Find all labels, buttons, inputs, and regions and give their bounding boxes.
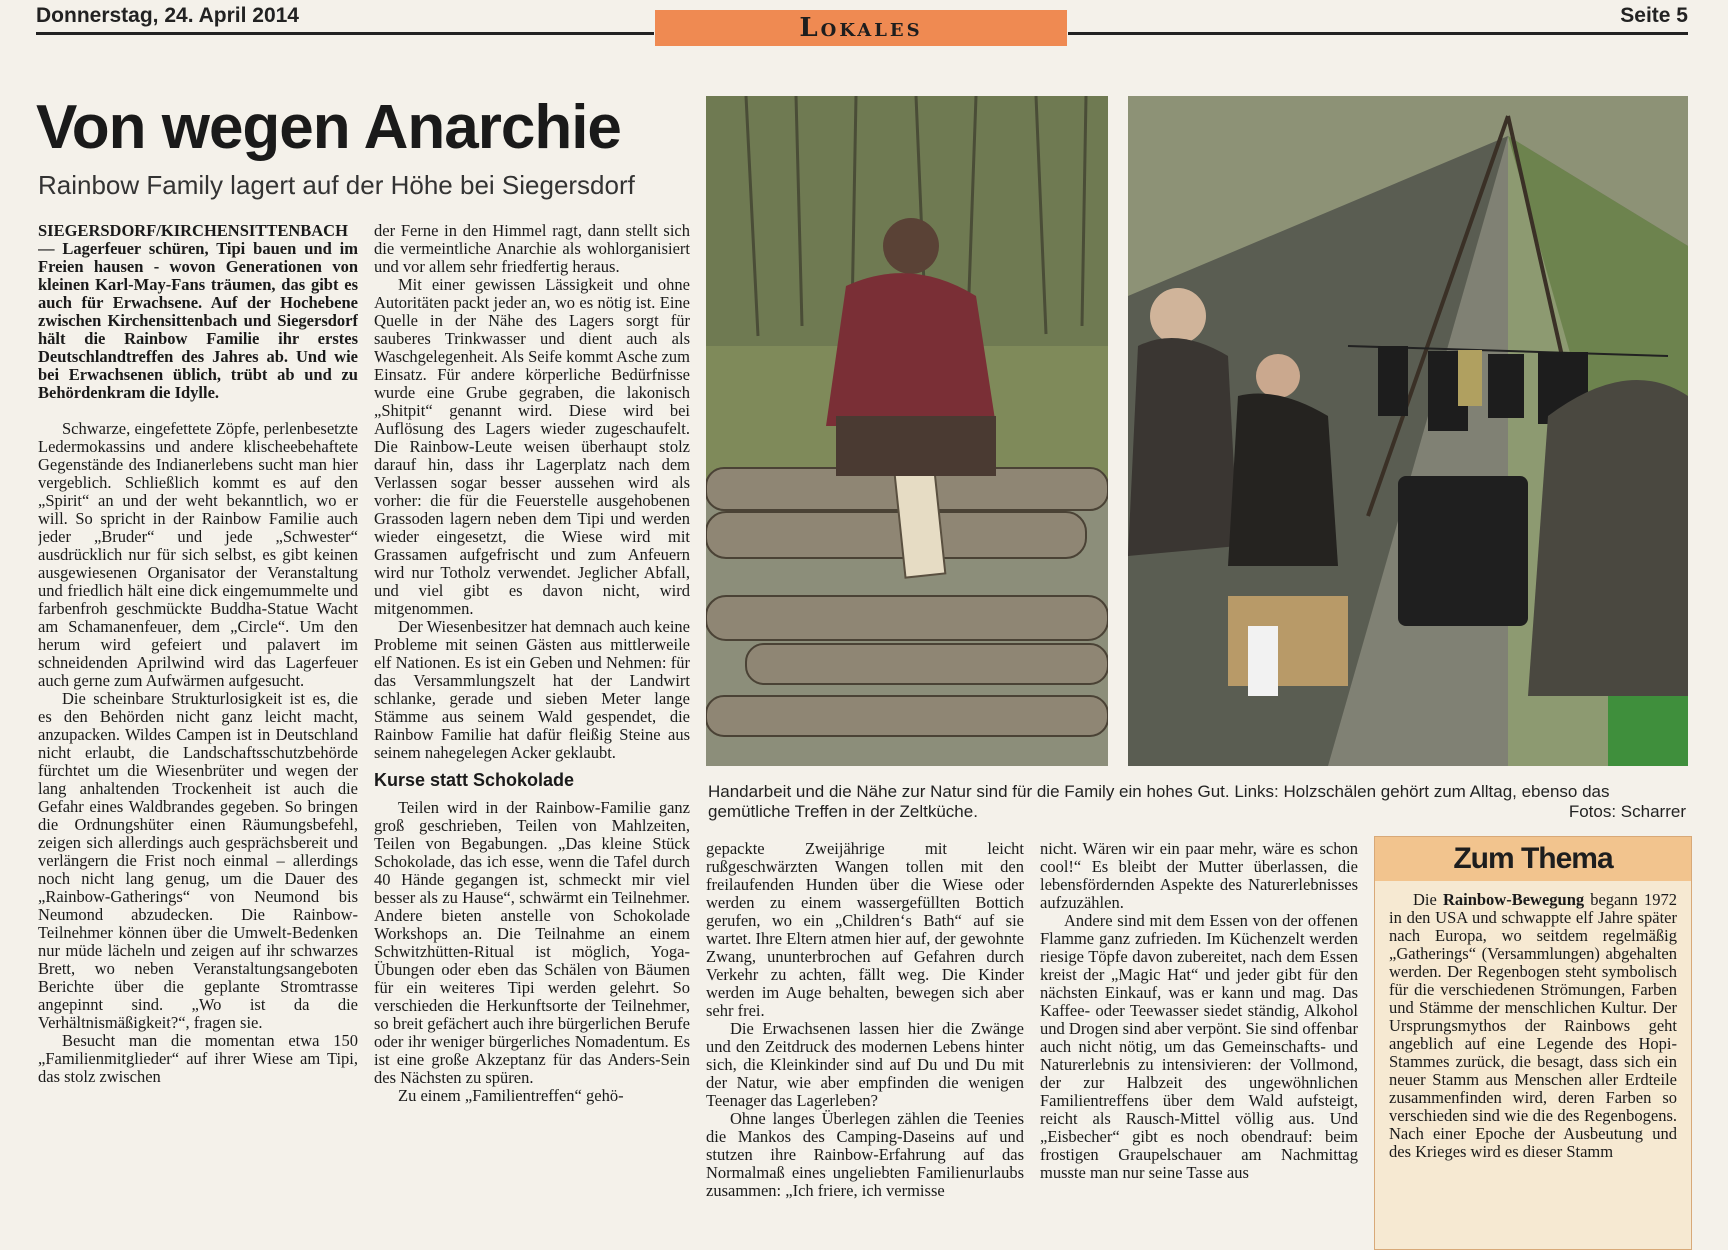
body-paragraph: der Ferne in den Himmel ragt, dann stellt sich die vermeintliche Anarchie als wohlorganisiert und vor allem sehr friedfertig heraus. [374,222,690,276]
sidebar-keyword: Rainbow-Bewegung [1442,890,1585,909]
body-paragraph: Der Wiesenbesitzer hat demnach auch keine Probleme mit seinen Gästen aus mittlerweile elf Nationen. Es ist ein Geben und Nehmen: für das Versammlungszelt hat der Landwirt schlanke, gerade und sieben Meter lange Stämme aus seinem Wald gespendet, die Rainbow Familie hat dafür fleißig Steine aus seinem nahegelegen Acker geklaubt. [374,617,690,762]
section-rubric [655,10,1067,46]
sidebar-title: Zum Thema [1375,837,1691,881]
photo-caption: Handarbeit und die Nähe zur Natur sind für die Family ein hohes Gut. Links: Holzschälen gehört zum Alltag, ebenso das gemütliche Treffen in der Zeltküche. [708,782,1610,821]
body-paragraph: Andere sind mit dem Essen von der offenen Flamme ganz zufrieden. Im Küchenzelt werden riesige Töpfe davon zubereitet, nach dem Essen kreist der „Magic Hat“ und jeder gibt für den nächsten Einkauf, was er kann und mag. Das Kaffee- oder Teewasser siedet ständig, Alkohol und Drogen sind aber verpönt. Sie sind offenbar auch nicht nötig, um das Gemeinschafts- und Naturerlebnis zu intensivieren: der Vollmond, der zur Halbzeit des ungewöhnlichen Familientreffens über dem Wald aufsteigt, reicht als Rausch-Mittel völlig aus. Und „Eisbecher“ gibt es noch obendrauf: beim frostigen Graupelschauer am Nachmittag musste man nur seine Tasse aus [1040,911,1358,1182]
body-paragraph: Die Erwachsenen lassen hier die Zwänge und den Zeitdruck des modernen Lebens hinter sich, die Kleinkinder sind auf Du und Du mit der Natur, wie aber empfinden die wenigen Teenager das Lagerleben? [706,1019,1024,1110]
sidebar-body [1375,881,1691,1161]
dateline: SIEGERSDORF/KIRCHENSITTENBACH — [38,222,348,258]
sidebar-text-start: Die [1413,890,1443,909]
article-column-4 [1040,840,1358,1248]
article-headline: Von wegen Anarchie [36,93,621,162]
sidebar-text: begann 1972 in den USA und schwappte elf Jahre später nach Europa, wo seitdem regelmäßig „Gatherings“ (Versammlungen) abgehalten werden. Der Regenbogen steht symbolisch für die verschiedenen Strömungen, Farben und Stämme der menschlichen Kultur. Der Ursprungsmythos der Rainbows geht angeblich auf eine Legende des Hopi-Stammes zurück, die besagt, dass sich ein neuer Stamm aus Menschen aller Erdteile zusammenfinden wird, deren Farben so verschieden sind wie die des Regenbogens. Nach einer Epoche der Ausbeutung und des Krieges wird es dieser Stamm [1389,890,1677,1161]
body-paragraph: Die scheinbare Strukturlosigkeit ist es, die es den Behörden nicht ganz leicht macht, anzupacken. Wildes Campen ist in Deutschland nicht erlaubt, die Landschaftsschutzbehörde fürchtet um die Wiesenbrüter und wegen der lang anhaltenden Trockenheit ist auch die Gefahr eines Waldbrandes gegeben. So bringen die Ordnungshüter einen Räumungsbefehl, zeigen sich allerdings auch gesprächsbereit und verlängern die Frist noch einmal – allerdings noch nicht lang genug, um die Dauer des „Rainbow-Gatherings“ von Neumond bis Neumond abzudecken. Die Rainbow-Teilnehmer können über die Umwelt-Bedenken nur müde lächeln und zeigen auf ihr schwarzes Brett, wo neben Veranstaltungsangeboten Berichte über die geplante Stromtrasse angepinnt sind. „Wo ist da die Verhältnismäßigkeit?“, fragen sie. [38,689,358,1032]
body-paragraph: Besucht man die momentan etwa 150 „Familienmitglieder“ auf ihrer Wiese am Tipi, das stolz zwischen [38,1031,358,1086]
header-rule-right [1068,32,1688,35]
lead-paragraph [38,222,358,402]
body-paragraph: gepackte Zweijährige mit leicht rußgeschwärzten Wangen tollen mit den freilaufenden Hunden über die Wiese oder werden zu einem wassergefüllten Bottich gerufen, wo ein „Children‘s Bath“ auf sie wartet. Ihre Eltern atmen hier auf, der gewohnte Zwang, ununterbrochen auf Gefahren durch Verkehr zu achten, fällt weg. Die Kinder werden im Auge behalten, bewegen sich aber sehr frei. [706,840,1024,1020]
lead-text: Lagerfeuer schüren, Tipi bauen und im Freien hausen - wovon Generationen von kleinen Karl-May-Fans träumen, das gibt es auch für Erwachsene. Auf der Hochebene zwischen Kirchensittenbach und Siegersdorf hält die Rainbow Familie ihr erstes Deutschlandtreffen des Jahres ab. Und wie bei Erwachsenen üblich, trübt ab und zu Behördenkram die Idylle. [38,239,358,402]
article-column-2 [374,222,690,1248]
article-column-3 [706,840,1024,1248]
header-rule-left [36,32,654,35]
issue-date: Donnerstag, 24. April 2014 [36,4,299,27]
page-number: Seite 5 [1620,4,1688,27]
body-paragraph: nicht. Wären wir ein paar mehr, wäre es schon cool!“ Es bleibt der Mutter überlassen, die lebensfördernden Aspekte des Naturerlebnisses aufzuzählen. [1040,840,1358,912]
body-paragraph: Teilen wird in der Rainbow-Familie ganz groß geschrieben, Teilen von Mahlzeiten, Teilen von Begabungen. „Das kleine Stück Schokolade, das ich esse, wenn die Tafel durch 40 Hände gegangen ist, schmeckt mir viel besser als zu Hause“, schwärmt ein Teilnehmer. Andere bieten anstelle von Schokolade Workshops an. Die Teilnahme an einem Schwitzhütten-Ritual ist möglich, Yoga-Übungen oder eben das Schälen von Bäumen für ein weiteres Tipi werden gelehrt. So verschieden die Herkunftsorte der Teilnehmer, so breit gefächert auch ihre bürgerlichen Berufe oder ihr weniger bürgerliches Nomadentum. Es ist eine große Akzeptanz für das Anders-Sein des Nächsten zu spüren. [374,798,690,1087]
subheading: Kurse statt Schokolade [374,770,575,790]
photo-tent-kitchen [1128,96,1688,766]
sidebar-zum-thema [1374,836,1692,1250]
body-paragraph: Mit einer gewissen Lässigkeit und ohne Autoritäten packt jeder an, wo es nötig ist. Eine Quelle in der Nähe des Lagers sorgt für sauberes Trinkwasser und dient auch als Waschgelegenheit. Als Seife kommt Asche zum Einsatz. Für andere körperliche Bedürfnisse wurde eine Grube gegraben, die lakonisch „Shitpit“ genannt wird. Diese wird bei Auflösung des Lagers wieder zugeschaufelt. Die Rainbow-Leute weisen überhaupt stolz darauf hin, dass ihr Lagerplatz nach dem Verlassen sogar besser aussehen wird als vorher: die für die Feuerstelle ausgehobenen Grassoden lagern neben dem Tipi und werden wieder eingesetzt, die Wiese wird mit Grassamen aufgefrischt und zum Anfeuern wird nur Totholz verwendet. Jeglicher Abfall, und viel gibt es davon nicht, wird mitgenommen. [374,275,690,618]
article-column-1 [38,222,358,1248]
photo-credit: Fotos: Scharrer [1568,802,1686,821]
body-paragraph: Zu einem „Familientreffen“ gehö- [398,1086,624,1105]
section-rubric-label: Lokales [799,13,923,43]
photo-wood-peeling [706,96,1108,766]
article-subhead: Rainbow Family lagert auf der Höhe bei Siegersdorf [38,170,635,200]
body-paragraph: Schwarze, eingefettete Zöpfe, perlenbesetzte Ledermokassins und andere klischeebehaftete Gegenstände des Indianerlebens sucht man hier vergeblich. Schließlich kommt es auf den „Spirit“ an und der weht bekanntlich, wo er will. So spricht in der Rainbow Familie auch jeder „Bruder“ und jede „Schwester“ ausdrücklich nur für sich selbst, es gibt keinen ausgewiesenen Organisator der Veranstaltung und friedlich hält eine dick eingemummelte und farbenfroh geschmückte Buddha-Statue Wacht am Schamanenfeuer, dem „Circle“. Um den herum wird gefeiert und palavert im schneidenden Aprilwind wird das Lagerfeuer auch gerne zum Aufwärmen aufgesucht. [38,419,358,690]
body-paragraph: Ohne langes Überlegen zählen die Teenies die Mankos des Camping-Daseins auf und stutzen ihre Rainbow-Erfahrung auf das Normalmaß eines ungeliebten Familienurlaubs zusammen: „Ich friere, ich vermisse [706,1109,1024,1200]
